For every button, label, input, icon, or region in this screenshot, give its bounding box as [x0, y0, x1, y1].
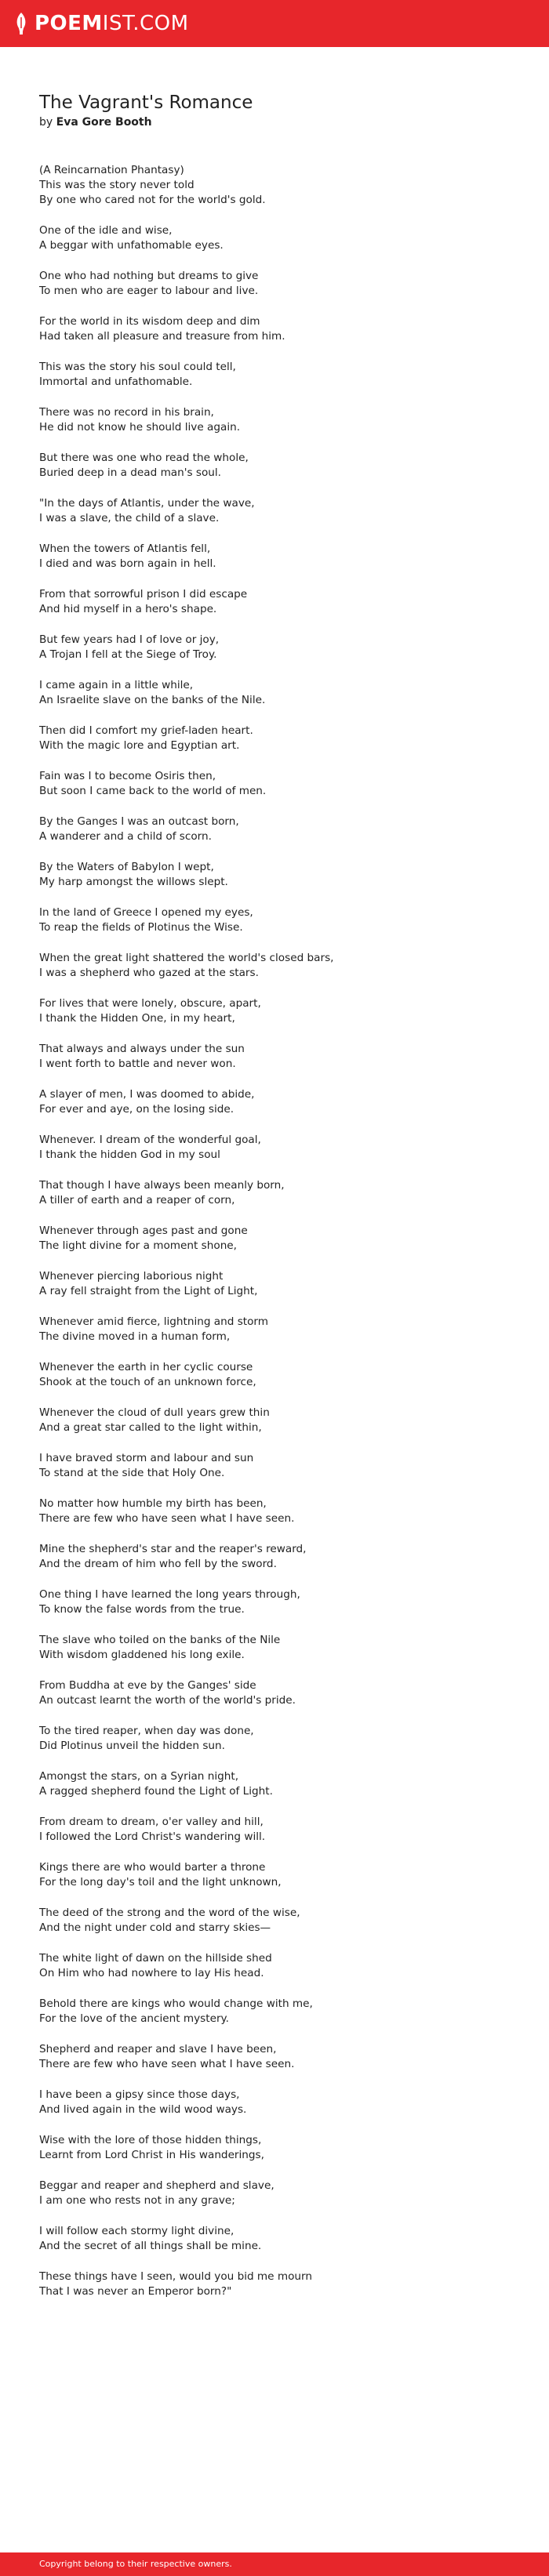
poem-line: Whenever the earth in her cyclic course [39, 1361, 253, 1373]
poem-line: I was a shepherd who gazed at the stars. [39, 967, 259, 979]
poem-stanza [39, 769, 510, 799]
poem-line: I thank the Hidden One, in my heart, [39, 1012, 235, 1025]
poem-line: To the tired reaper, when day was done, [39, 1725, 254, 1737]
poem-line: That always and always under the sun [39, 1043, 245, 1055]
poem-stanza [39, 1087, 510, 1117]
poem-line: And lived again in the wild wood ways. [39, 2103, 247, 2116]
by-label: by [39, 116, 53, 129]
poem-stanza [39, 1269, 510, 1299]
poem-line: Beggar and reaper and shepherd and slave, [39, 2179, 274, 2192]
poem-line: Then did I comfort my grief-laden heart. [39, 724, 253, 737]
poem-line: One of the idle and wise, [39, 224, 173, 237]
poem-line: Immortal and unfathomable. [39, 376, 193, 388]
poem-line: Shook at the touch of an unknown force, [39, 1376, 256, 1388]
poem-line: This was the story his soul could tell, [39, 361, 236, 373]
poem-stanza [39, 724, 510, 753]
poem-stanza [39, 1906, 510, 1936]
poem-stanza [39, 1769, 510, 1799]
poem-line: A wanderer and a child of scorn. [39, 830, 212, 843]
poem-stanza [39, 1315, 510, 1344]
poem-line: I will follow each stormy light divine, [39, 2225, 235, 2237]
logo-text-bold: POEM [35, 12, 103, 35]
poem-stanza [39, 2269, 510, 2299]
site-header [0, 0, 549, 47]
poem-line: A beggar with unfathomable eyes. [39, 239, 224, 252]
poem-line: (A Reincarnation Phantasy) [39, 164, 184, 176]
poem-line: And the dream of him who fell by the sword. [39, 1558, 277, 1570]
poem-stanza [39, 860, 510, 890]
poem-stanza [39, 1360, 510, 1390]
poem-line: But there was one who read the whole, [39, 452, 249, 464]
poem-line: From that sorrowful prison I did escape [39, 588, 248, 600]
poem-stanza [39, 1133, 510, 1163]
poem-stanza [39, 2133, 510, 2163]
poem-stanza [39, 2224, 510, 2254]
poem-line: A slayer of men, I was doomed to abide, [39, 1088, 255, 1101]
poem-stanza [39, 314, 510, 344]
poem-line: For the love of the ancient mystery. [39, 2012, 229, 2025]
poem-line: "In the days of Atlantis, under the wave, [39, 497, 255, 510]
poem-stanza [39, 1224, 510, 1254]
poem-line: The divine moved in a human form, [39, 1330, 231, 1343]
poem-line: An outcast learnt the worth of the world's pride. [39, 1694, 296, 1707]
poem-stanza [39, 905, 510, 935]
quill-pen-icon [14, 13, 28, 34]
poem-line: One who had nothing but dreams to give [39, 270, 259, 282]
poem-title: The Vagrant's Romance [39, 93, 253, 113]
poem-line: No matter how humble my birth has been, [39, 1497, 267, 1510]
poem-stanza [39, 1542, 510, 1572]
poem-stanza [39, 587, 510, 617]
poem-line: By the Ganges I was an outcast born, [39, 815, 239, 828]
poem-line: Learnt from Lord Christ in His wanderings, [39, 2149, 264, 2161]
poem-stanza [39, 163, 510, 208]
poem-stanza [39, 1451, 510, 1481]
site-logo[interactable] [14, 11, 189, 36]
poem-line: Whenever amid fierce, lightning and storm [39, 1315, 269, 1328]
poem-line: A ray fell straight from the Light of Light, [39, 1285, 258, 1297]
poem-stanza [39, 951, 510, 981]
poem-line: For lives that were lonely, obscure, apart, [39, 997, 261, 1010]
poem-stanza [39, 1178, 510, 1208]
poem-line: Wise with the lore of those hidden things, [39, 2134, 262, 2146]
poem-line: Had taken all pleasure and treasure from him. [39, 330, 285, 343]
poem-stanza [39, 1497, 510, 1526]
poem-line: And hid myself in a hero's shape. [39, 603, 217, 615]
poem-stanza [39, 2088, 510, 2117]
poem-stanza [39, 1997, 510, 2026]
poem-line: This was the story never told [39, 179, 195, 191]
poem-stanza [39, 815, 510, 844]
poem-line: Fain was I to become Osiris then, [39, 770, 216, 782]
poem-line: A Trojan I fell at the Siege of Troy. [39, 648, 217, 661]
poem-line: The white light of dawn on the hillside shed [39, 1952, 272, 1965]
poem-line: There was no record in his brain, [39, 406, 214, 419]
poem-line: That though I have always been meanly born, [39, 1179, 285, 1192]
poem-line: But soon I came back to the world of men. [39, 785, 267, 797]
poem-line: When the great light shattered the world's closed bars, [39, 952, 334, 964]
poem-stanza [39, 1406, 510, 1435]
poem-stanza [39, 1815, 510, 1845]
poem-stanza [39, 542, 510, 571]
poem-stanza [39, 1951, 510, 1981]
poem-line: Whenever the cloud of dull years grew thin [39, 1406, 270, 1419]
poem-line: From dream to dream, o'er valley and hill, [39, 1816, 264, 1828]
poem-line: The light divine for a moment shone, [39, 1239, 237, 1252]
poem-stanza [39, 678, 510, 708]
poem-line: I am one who rests not in any grave; [39, 2194, 235, 2207]
poem-stanza [39, 1633, 510, 1663]
poem-line: And a great star called to the light within, [39, 1421, 262, 1434]
poem-line: He did not know he should live again. [39, 421, 241, 434]
poem-line: The deed of the strong and the word of the wise, [39, 1907, 300, 1919]
poem-line: On Him who had nowhere to lay His head. [39, 1967, 264, 1979]
poem-stanza [39, 451, 510, 481]
poem-line: I followed the Lord Christ's wandering will. [39, 1830, 266, 1843]
poem-stanza [39, 633, 510, 662]
poem-stanza [39, 2042, 510, 2072]
poem-line: But few years had I of love or joy, [39, 633, 220, 646]
copyright-text: Copyright belong to their respective owners. [39, 2559, 232, 2569]
poem-line: When the towers of Atlantis fell, [39, 542, 211, 555]
poem-line: I have been a gipsy since those days, [39, 2088, 240, 2101]
poem-line: To stand at the side that Holy One. [39, 1467, 225, 1479]
poem-line: And the secret of all things shall be mine. [39, 2240, 262, 2252]
poem-line: The slave who toiled on the banks of the Nile [39, 1634, 281, 1646]
logo-text-light: IST.COM [102, 12, 189, 35]
poem-stanza [39, 1860, 510, 1890]
poem-content [39, 91, 510, 2315]
poem-body [39, 163, 510, 2299]
poem-line: Buried deep in a dead man's soul. [39, 466, 222, 479]
poem-line: An Israelite slave on the banks of the Nile. [39, 694, 266, 706]
poem-stanza [39, 405, 510, 435]
poem-line: To reap the fields of Plotinus the Wise. [39, 921, 243, 934]
poem-line: Whenever piercing laborious night [39, 1270, 224, 1283]
poem-line: That I was never an Emperor born?" [39, 2285, 232, 2298]
poem-line: I thank the hidden God in my soul [39, 1148, 220, 1161]
poem-line: Whenever through ages past and gone [39, 1225, 248, 1237]
poem-line: My harp amongst the willows slept. [39, 876, 228, 888]
poem-line: There are few who have seen what I have seen. [39, 1512, 295, 1525]
poem-line: By one who cared not for the world's gold. [39, 194, 266, 206]
poem-line: For the world in its wisdom deep and dim [39, 315, 260, 328]
poem-stanza [39, 1724, 510, 1754]
author-link[interactable]: Eva Gore Booth [56, 116, 152, 129]
poem-line: A tiller of earth and a reaper of corn, [39, 1194, 235, 1206]
poem-line: With the magic lore and Egyptian art. [39, 739, 240, 752]
poem-line: A ragged shepherd found the Light of Light. [39, 1785, 273, 1798]
poem-line: From Buddha at eve by the Ganges' side [39, 1679, 256, 1692]
poem-line: I died and was born again in hell. [39, 557, 216, 570]
poem-stanza [39, 996, 510, 1026]
poem-stanza [39, 2179, 510, 2208]
poem-line: With wisdom gladdened his long exile. [39, 1649, 245, 1661]
poem-line: One thing I have learned the long years through, [39, 1588, 300, 1601]
poem-line: Behold there are kings who would change with me, [39, 1997, 313, 2010]
poem-line: And the night under cold and starry skies— [39, 1921, 271, 1934]
poem-stanza [39, 223, 510, 253]
poem-stanza [39, 1587, 510, 1617]
poem-stanza [39, 360, 510, 390]
poem-line: Whenever. I dream of the wonderful goal, [39, 1134, 261, 1146]
poem-line: Shepherd and reaper and slave I have been, [39, 2043, 277, 2055]
poem-line: These things have I seen, would you bid me mourn [39, 2270, 312, 2283]
poem-byline [39, 114, 510, 130]
poem-stanza [39, 1678, 510, 1708]
poem-line: Kings there are who would barter a throne [39, 1861, 266, 1874]
poem-stanza [39, 269, 510, 299]
poem-stanza [39, 496, 510, 526]
poem-line: By the Waters of Babylon I wept, [39, 861, 214, 873]
poem-stanza [39, 1042, 510, 1072]
poem-line: To know the false words from the true. [39, 1603, 245, 1616]
poem-line: In the land of Greece I opened my eyes, [39, 906, 253, 919]
poem-line: I went forth to battle and never won. [39, 1058, 236, 1070]
poem-line: I came again in a little while, [39, 679, 194, 691]
site-footer [0, 2552, 549, 2576]
poem-line: Did Plotinus unveil the hidden sun. [39, 1740, 225, 1752]
poem-line: Amongst the stars, on a Syrian night, [39, 1770, 239, 1783]
poem-line: I have braved storm and labour and sun [39, 1452, 254, 1464]
poem-line: For ever and aye, on the losing side. [39, 1103, 235, 1116]
poem-line: For the long day's toil and the light unknown, [39, 1876, 282, 1888]
poem-line: There are few who have seen what I have seen. [39, 2058, 295, 2070]
poem-line: Mine the shepherd's star and the reaper's reward, [39, 1543, 307, 1555]
poem-line: I was a slave, the child of a slave. [39, 512, 220, 524]
poem-line: To men who are eager to labour and live. [39, 285, 259, 297]
